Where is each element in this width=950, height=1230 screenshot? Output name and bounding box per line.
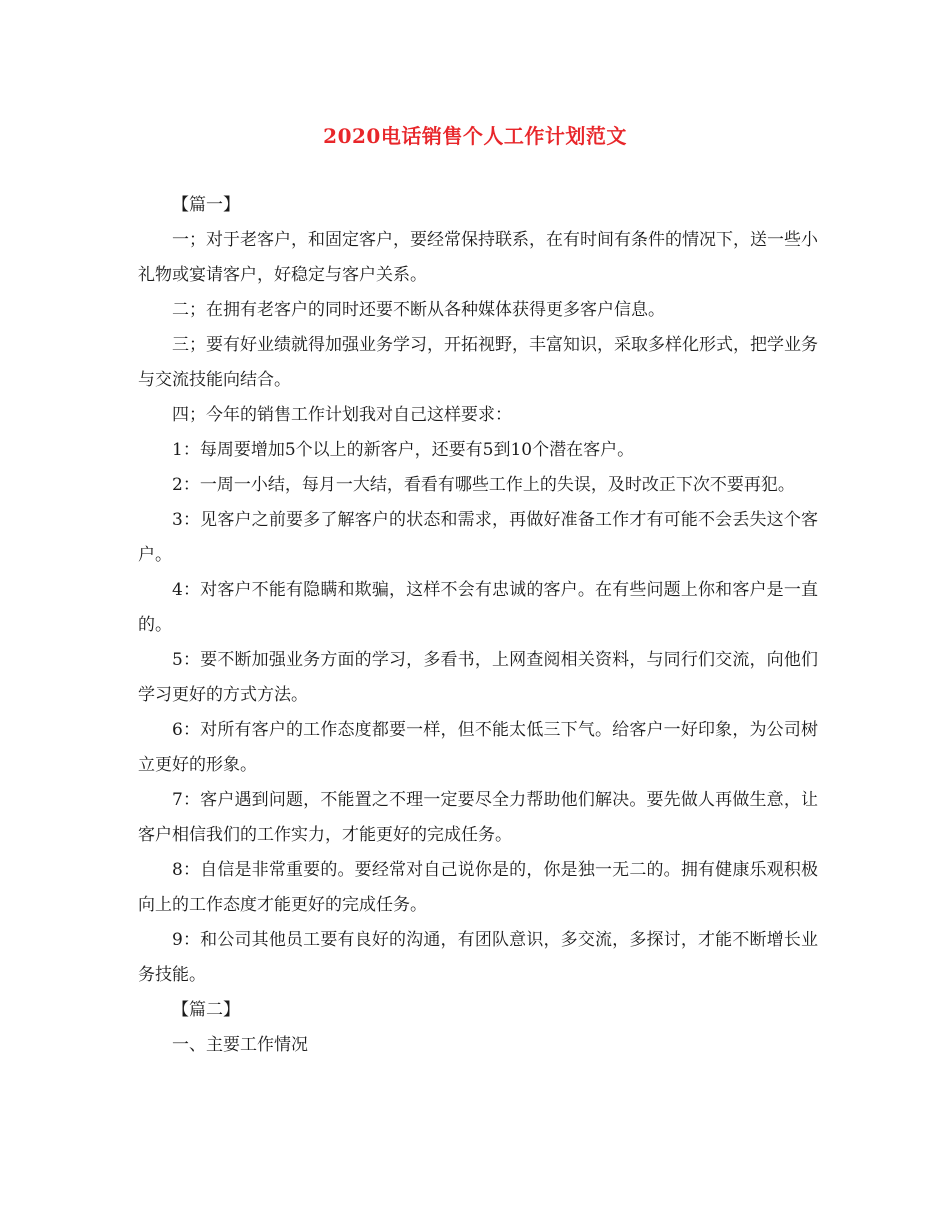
list-item: 6：对所有客户的工作态度都要一样，但不能太低三下气。给客户一好印象，为公司树立更好的形象。 xyxy=(138,720,818,775)
document-body xyxy=(138,188,818,1063)
list-item: 2：一周一小结，每月一大结，看看有哪些工作上的失误，及时改正下次不要再犯。 xyxy=(172,475,795,495)
list-item: 7：客户遇到问题，不能置之不理一定要尽全力帮助他们解决。要先做人再做生意，让客户相信我们的工作实力，才能更好的完成任务。 xyxy=(138,790,818,845)
document-title: 2020电话销售个人工作计划范文 xyxy=(323,124,627,148)
list-item: 8：自信是非常重要的。要经常对自己说你是的，你是独一无二的。拥有健康乐观积极向上的工作态度才能更好的完成任务。 xyxy=(138,860,818,915)
list-item: 3：见客户之前要多了解客户的状态和需求，再做好准备工作才有可能不会丢失这个客户。 xyxy=(138,510,818,565)
list-item: 4：对客户不能有隐瞒和欺骗，这样不会有忠诚的客户。在有些问题上你和客户是一直的。 xyxy=(138,580,818,635)
list-item: 9：和公司其他员工要有良好的沟通，有团队意识，多交流，多探讨，才能不断增长业务技能。 xyxy=(138,930,818,985)
paragraph: 一；对于老客户，和固定客户，要经常保持联系，在有时间有条件的情况下，送一些小礼物或宴请客户，好稳定与客户关系。 xyxy=(138,230,818,285)
list-item: 1：每周要增加5个以上的新客户，还要有5到10个潜在客户。 xyxy=(172,440,635,460)
section-heading-1: 【篇一】 xyxy=(172,195,240,215)
paragraph: 一、主要工作情况 xyxy=(172,1035,308,1055)
paragraph: 三；要有好业绩就得加强业务学习，开拓视野，丰富知识，采取多样化形式，把学业务与交流技能向结合。 xyxy=(138,335,818,390)
paragraph: 四；今年的销售工作计划我对自己这样要求： xyxy=(172,405,512,425)
paragraph: 二；在拥有老客户的同时还要不断从各种媒体获得更多客户信息。 xyxy=(172,300,665,320)
section-heading-2: 【篇二】 xyxy=(172,1000,240,1020)
list-item: 5：要不断加强业务方面的学习，多看书，上网查阅相关资料，与同行们交流，向他们学习更好的方式方法。 xyxy=(138,650,818,705)
